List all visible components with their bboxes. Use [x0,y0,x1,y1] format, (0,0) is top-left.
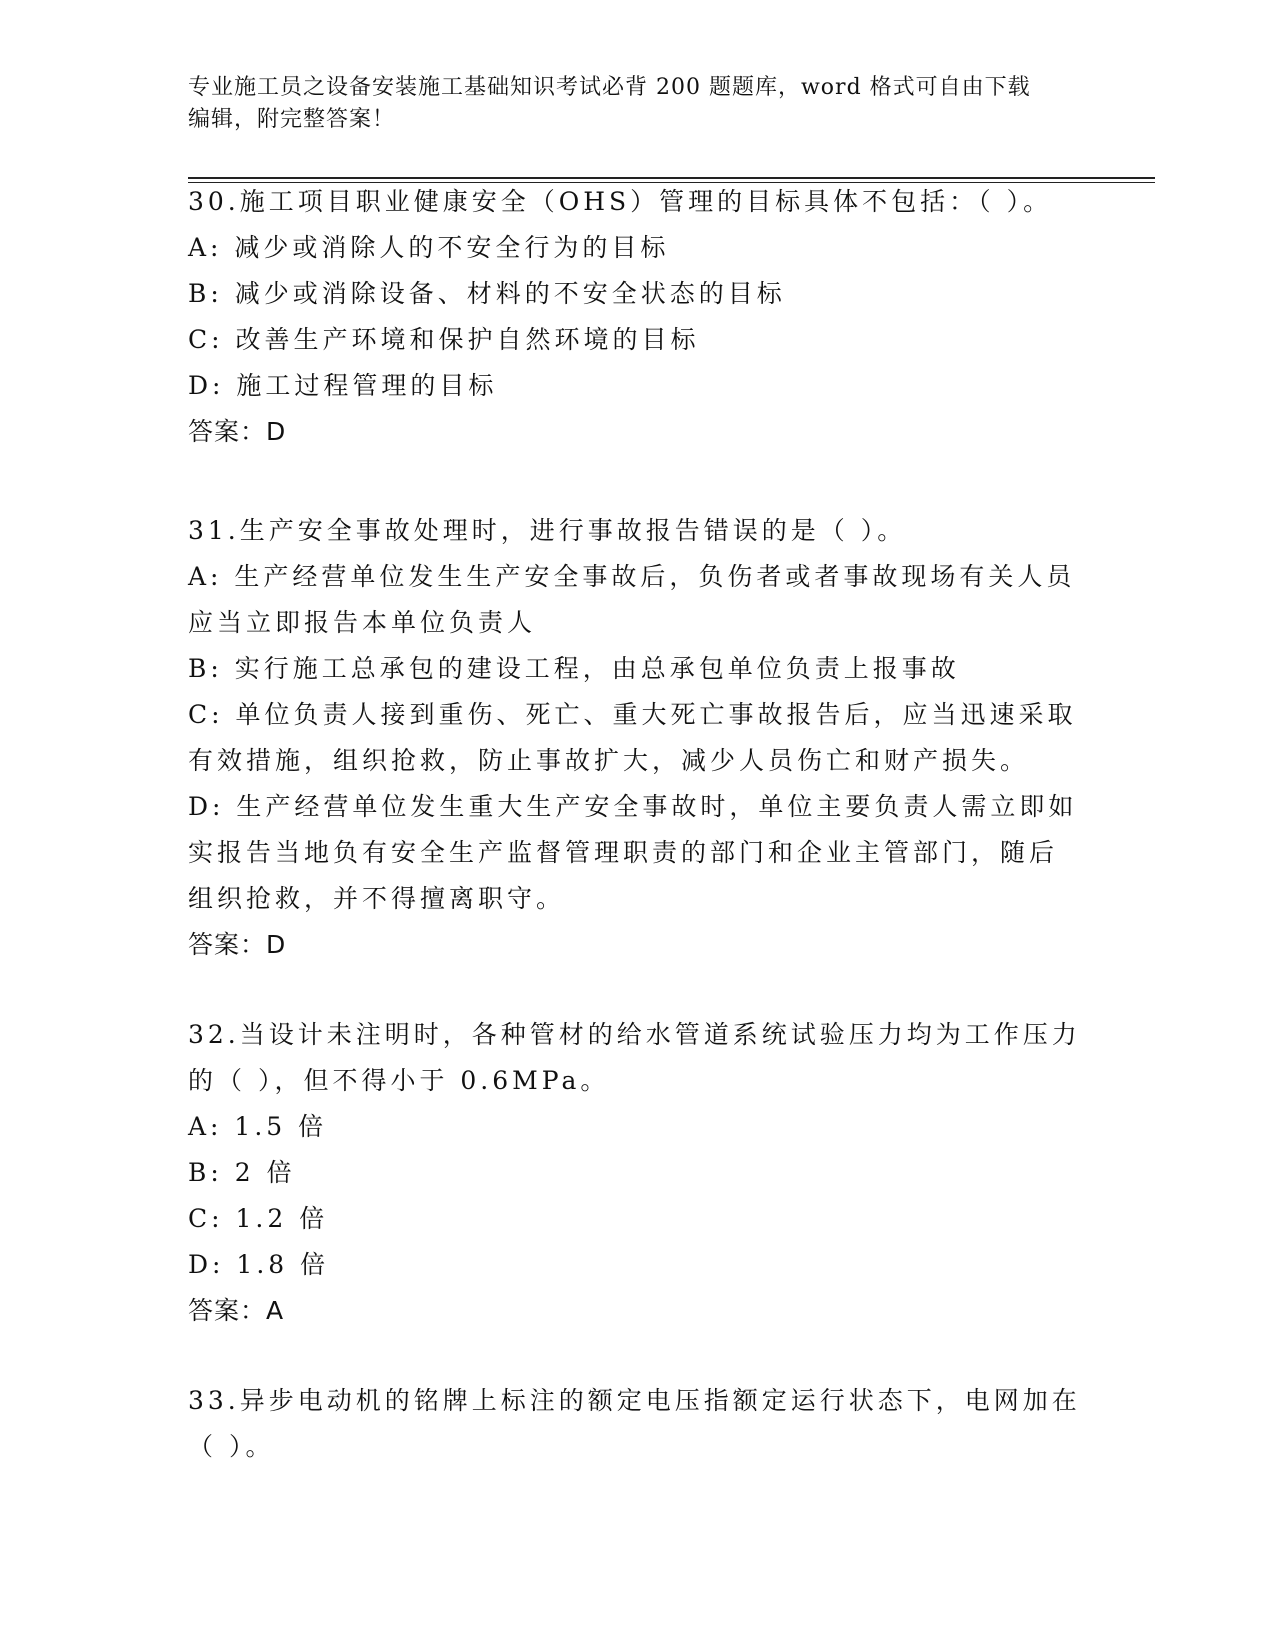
option-a: A: 减少或消除人的不安全行为的目标 [188,233,670,262]
option-a: A: 1.5 倍 [188,1112,328,1141]
answer: 答案：D [188,930,287,959]
question-stem: 33.异步电动机的铭牌上标注的额定电压指额定运行状态下，电网加在 [188,1386,1081,1415]
question-33 [188,1378,1081,1470]
document-header [188,72,1088,136]
option-c: C: 改善生产环境和保护自然环境的目标 [188,325,700,354]
option-d: D: 1.8 倍 [188,1250,330,1279]
option-d: D: 生产经营单位发生重大生产安全事故时，单位主要负责人需立即如 [188,792,1078,821]
option-d-cont: 实报告当地负有安全生产监督管理职责的部门和企业主管部门，随后 [188,838,1059,867]
question-stem-cont: （ ）。 [188,1432,275,1461]
option-b: B: 2 倍 [188,1158,296,1187]
option-a: A: 生产经营单位发生生产安全事故后，负伤者或者事故现场有关人员 [188,562,1076,591]
answer: 答案：A [188,1296,285,1325]
option-c: C: 单位负责人接到重伤、死亡、重大死亡事故报告后，应当迅速采取 [188,700,1077,729]
option-d: D: 施工过程管理的目标 [188,371,498,400]
option-a-cont: 应当立即报告本单位负责人 [188,608,537,637]
answer: 答案：D [188,417,287,446]
question-stem: 30.施工项目职业健康安全（OHS）管理的目标具体不包括：（ ）。 [188,187,1053,216]
option-b: B: 实行施工总承包的建设工程，由总承包单位负责上报事故 [188,654,960,683]
question-stem: 32.当设计未注明时，各种管材的给水管道系统试验压力均为工作压力 [188,1020,1081,1049]
option-c-cont: 有效措施，组织抢救，防止事故扩大，减少人员伤亡和财产损失。 [188,746,1030,775]
question-stem: 31.生产安全事故处理时，进行事故报告错误的是（ ）。 [188,516,907,545]
question-32 [188,1012,1081,1334]
header-line-2: 编辑，附完整答案！ [188,107,396,132]
question-31 [188,508,1078,968]
option-c: C: 1.2 倍 [188,1204,329,1233]
header-line-1: 专业施工员之设备安装施工基础知识考试必背 200 题题库，word 格式可自由下载 [188,75,1031,100]
question-stem-cont: 的（ ），但不得小于 0.6MPa。 [188,1066,610,1095]
option-b: B: 减少或消除设备、材料的不安全状态的目标 [188,279,786,308]
option-d-cont-2: 组织抢救，并不得擅离职守。 [188,884,566,913]
question-30 [188,179,1068,455]
